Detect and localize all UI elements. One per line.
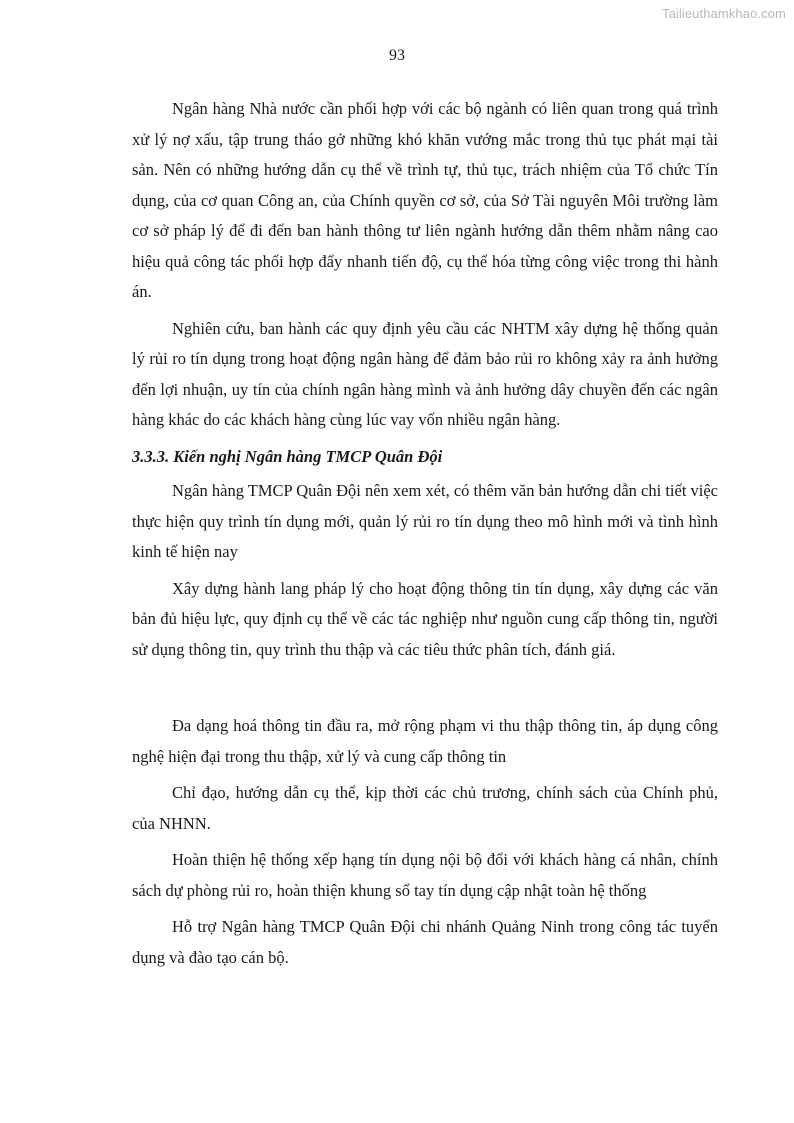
paragraph-recruitment-support: Hỗ trợ Ngân hàng TMCP Quân Đội chi nhánh Quảng Ninh trong công tác tuyển dụng và đào tạo cán bộ. (132, 917, 718, 967)
page-number: 93 (389, 47, 405, 64)
paragraph-direction: Chỉ đạo, hướng dẫn cụ thể, kịp thời các chủ trương, chính sách của Chính phủ, của NHNN. (132, 783, 718, 833)
watermark-text: Tailieuthamkhao.com (661, 6, 786, 21)
paragraph-mb-guidance: Ngân hàng TMCP Quân Đội nên xem xét, có thêm văn bản hướng dẫn chi tiết việc thực hiện quy trình tín dụng mới, quản lý rủi ro tín dụng theo mô hình mới và tình hình kinh tế hiện nay (132, 481, 719, 561)
paragraph-diversify-info: Đa dạng hoá thông tin đầu ra, mở rộng phạm vi thu thập thông tin, áp dụng công nghệ hiện đại trong thu thập, xử lý và cung cấp thông tin (132, 716, 718, 766)
paragraph-risk-regulation: Nghiên cứu, ban hành các quy định yêu cầu các NHTM xây dựng hệ thống quản lý rủi ro tín dụng trong hoạt động ngân hàng để đảm bảo rủi ro không xảy ra ảnh hưởng đến lợi nhuận, uy tín của chính ngân hàng mình và ảnh hưởng dây chuyền đến các ngân hàng khác do các khách hàng cùng lúc vay vốn nhiều ngân hàng. (132, 318, 718, 429)
section-heading: 3.3.3. Kiến nghị Ngân hàng TMCP Quân Đội (132, 446, 443, 466)
paragraph-credit-rating: Hoàn thiện hệ thống xếp hạng tín dụng nội bộ đối với khách hàng cá nhân, chính sách dự phòng rủi ro, hoàn thiện khung sổ tay tín dụng cập nhật toàn hệ thống (132, 850, 718, 900)
paragraph-legal-framework: Xây dựng hành lang pháp lý cho hoạt động thông tin tín dụng, xây dựng các văn bản đủ hiệu lực, quy định cụ thể về các tác nghiệp như nguồn cung cấp thông tin, người sử dụng thông tin, quy trình thu thập và các tiêu thức phân tích, đánh giá. (132, 578, 718, 659)
paragraph-sbv-coordination: Ngân hàng Nhà nước cần phối hợp với các bộ ngành có liên quan trong quá trình xử lý nợ xấu, tập trung tháo gở những khó khăn vướng mắc trong thủ tục phát mại tài sản. Nên có những hướng dẫn cụ thể về trình tự, thủ tục, trách nhiệm của Tổ chức Tín dụng, của cơ quan Công an, của Chính quyền cơ sở, của Sở Tài nguyên Môi trường làm cơ sở pháp lý để đi đến ban hành thông tư liên ngành hướng dẫn thêm nhằm nâng cao hiệu quả công tác phối hợp đẩy nhanh tiến độ, cụ thể hóa từng công việc trong thi hành án. (132, 99, 718, 301)
document-body (132, 94, 718, 979)
spacer (132, 671, 718, 711)
